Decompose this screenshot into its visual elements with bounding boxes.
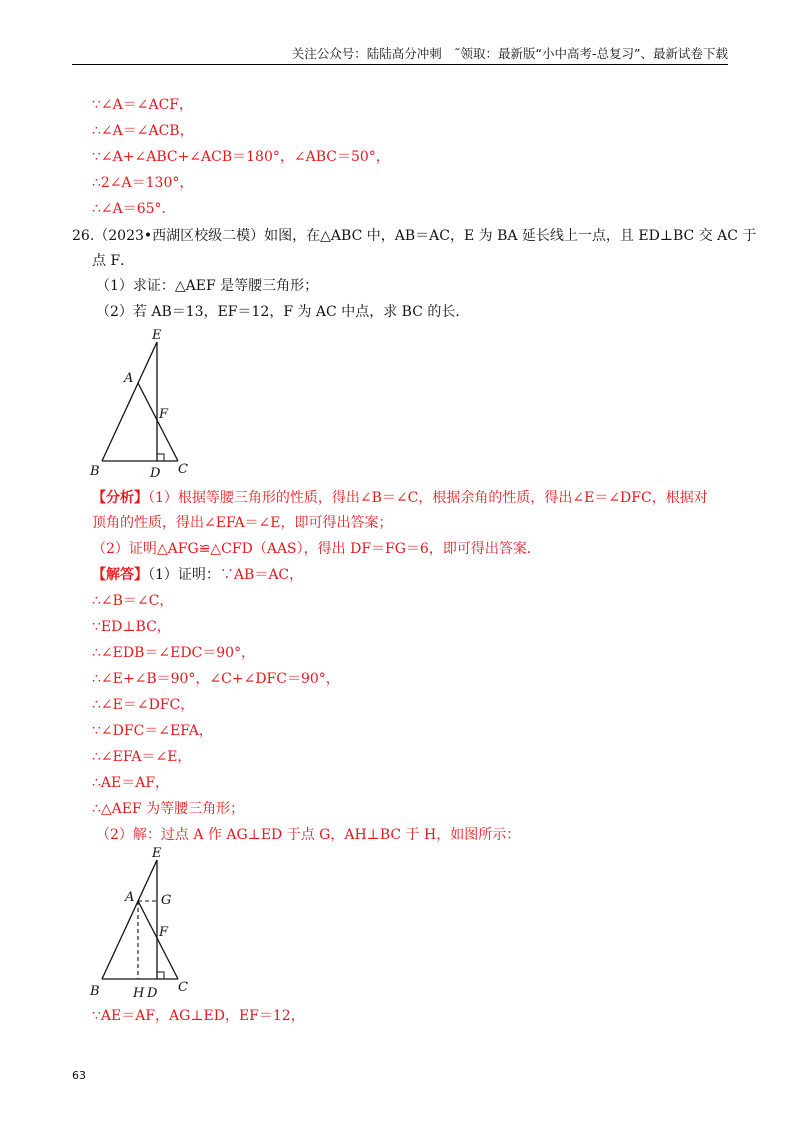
label-H: H — [133, 986, 145, 1001]
triangle-figure-2 — [85, 843, 200, 1003]
answer-step-3: ∴∠EDB＝∠EDC＝90°， — [92, 645, 256, 661]
label-A: A — [125, 890, 135, 905]
solution-line-5: ∴∠A＝65°. — [92, 201, 167, 217]
line-BE — [102, 342, 157, 461]
answer-intro-text: ∵AB＝AC， — [219, 567, 304, 583]
answer-step-2: ∵ED⊥BC， — [92, 619, 171, 635]
analysis-line-2: 顶角的性质，得出∠EFA＝∠E，即可得出答案； — [92, 515, 393, 531]
label-F: F — [159, 407, 169, 422]
answer-step-5: ∴∠E＝∠DFC， — [92, 697, 195, 713]
label-C: C — [178, 980, 188, 995]
analysis-line-1 — [92, 488, 708, 508]
label-C: C — [178, 462, 188, 477]
label-B: B — [90, 984, 100, 999]
label-G: G — [161, 893, 172, 908]
answer-part2-intro: （2）解：过点 A 作 AG⊥ED 于点 G，AH⊥BC 于 H，如图所示： — [96, 827, 521, 843]
triangle-figure-1 — [85, 325, 200, 480]
analysis-text-1: （1）根据等腰三角形的性质，得出∠B＝∠C，根据余角的性质，得出∠E＝∠DFC，根据对 — [148, 490, 708, 506]
answer-line-intro — [92, 565, 303, 585]
line-AC — [138, 901, 178, 979]
label-B: B — [90, 464, 100, 479]
line-AC — [138, 383, 178, 461]
right-angle-mark — [157, 454, 164, 461]
question-line-1: 26.（2023•西湖区校级二模）如图，在△ABC 中，AB＝AC，E 为 BA 延长线上一点，且 ED⊥BC 交 AC 于 — [72, 228, 757, 244]
analysis-line-3: （2）证明△AFG≌△CFD（AAS），得出 DF＝FG＝6，即可得出答案． — [92, 541, 541, 557]
label-D: D — [150, 466, 161, 480]
answer-step-7: ∴∠EFA＝∠E， — [92, 749, 192, 765]
line-BE — [102, 860, 157, 979]
answer-intro-label: （1）证明： — [148, 567, 220, 583]
label-D: D — [147, 986, 158, 1001]
right-angle-mark — [157, 972, 164, 979]
answer-step-9: ∴△AEF 为等腰三角形； — [92, 801, 245, 817]
label-F: F — [159, 925, 169, 940]
label-E: E — [152, 328, 162, 343]
label-A: A — [124, 371, 134, 386]
page-number: 63 — [72, 1069, 86, 1082]
answer-step-6: ∵∠DFC＝∠EFA， — [92, 723, 213, 739]
answer-step-4: ∴∠E+∠B＝90°，∠C+∠DFC＝90°， — [92, 671, 340, 687]
page-header: 关注公众号：陆陆高分冲刺 ˜领取：最新版“小中高考-总复习”、最新试卷下载 — [291, 46, 728, 61]
header-divider — [72, 64, 728, 65]
solution-line-2: ∴∠A＝∠ACB， — [92, 123, 194, 139]
question-part-1: （1）求证：△AEF 是等腰三角形； — [96, 278, 319, 294]
answer-step-1: ∴∠B＝∠C， — [92, 593, 174, 609]
analysis-tag: 【分析】 — [92, 490, 148, 506]
answer-tag: 【解答】 — [92, 567, 148, 583]
solution-line-4: ∴2∠A＝130°， — [92, 175, 194, 191]
solution-line-1: ∵∠A＝∠ACF， — [92, 97, 194, 113]
solution-line-3: ∵∠A+∠ABC+∠ACB＝180°，∠ABC＝50°， — [92, 149, 390, 165]
answer-step-8: ∴AE＝AF， — [92, 775, 170, 791]
label-E: E — [152, 846, 162, 861]
answer-last-line: ∵AE＝AF，AG⊥ED，EF＝12， — [92, 1008, 305, 1024]
question-part-2: （2）若 AB＝13，EF＝12，F 为 AC 中点，求 BC 的长． — [96, 304, 470, 320]
question-line-2: 点 F． — [92, 253, 135, 269]
